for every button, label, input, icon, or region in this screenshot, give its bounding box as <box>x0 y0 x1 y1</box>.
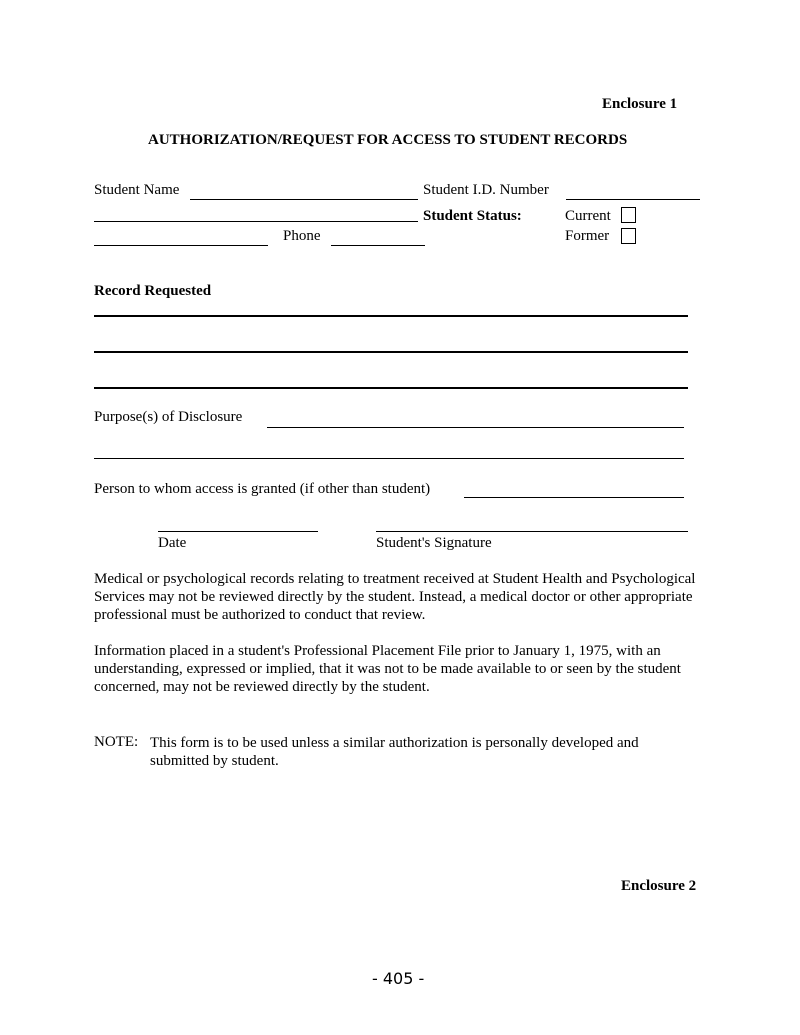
date-label: Date <box>158 535 187 551</box>
student-id-field[interactable] <box>566 199 700 200</box>
phone-field[interactable] <box>331 245 425 246</box>
person-granted-label: Person to whom access is granted (if other than student) <box>94 481 431 497</box>
date-field[interactable] <box>158 531 318 532</box>
record-requested-line-3[interactable] <box>94 387 688 389</box>
address-line-2-field[interactable] <box>94 245 268 246</box>
purpose-label: Purpose(s) of Disclosure <box>94 409 243 425</box>
record-requested-line-2[interactable] <box>94 351 688 353</box>
note-text: This form is to be used unless a similar authorization is personally developed and submitted by student. <box>150 735 639 769</box>
signature-field[interactable] <box>376 531 688 532</box>
student-name-label: Student Name <box>94 182 180 198</box>
phone-label: Phone <box>283 228 321 244</box>
form-title: AUTHORIZATION/REQUEST FOR ACCESS TO STUDENT RECORDS <box>148 132 628 148</box>
placement-file-paragraph: Information placed in a student's Professional Placement File prior to January 1, 1975, with an understanding, expressed or implied, that it was not to be made available to or seen by the student concerned, may not be reviewed directly by the student. <box>94 643 681 695</box>
current-status-label: Current <box>565 208 611 224</box>
purpose-field-line-1[interactable] <box>267 427 684 428</box>
enclosure-label-top: Enclosure 1 <box>602 96 678 112</box>
enclosure-label-bottom: Enclosure 2 <box>621 878 697 894</box>
student-id-label: Student I.D. Number <box>423 182 549 198</box>
purpose-field-line-2[interactable] <box>94 458 684 459</box>
former-status-checkbox[interactable] <box>621 228 636 244</box>
medical-records-paragraph: Medical or psychological records relating to treatment received at Student Health and Psychological Services may not be reviewed directly by the student. Instead, a medical doctor or other appropriate professional must be authorized to conduct that review. <box>94 571 696 623</box>
address-line-1-field[interactable] <box>94 221 418 222</box>
note-label: NOTE: <box>94 734 139 750</box>
student-name-field[interactable] <box>190 199 418 200</box>
record-requested-line-1[interactable] <box>94 315 688 317</box>
record-requested-label: Record Requested <box>94 283 212 299</box>
signature-label: Student's Signature <box>376 535 492 551</box>
current-status-checkbox[interactable] <box>621 207 636 223</box>
student-status-label: Student Status: <box>423 208 522 224</box>
former-status-label: Former <box>565 228 610 244</box>
person-granted-field[interactable] <box>464 497 684 498</box>
page-number: - 405 - <box>372 969 425 988</box>
